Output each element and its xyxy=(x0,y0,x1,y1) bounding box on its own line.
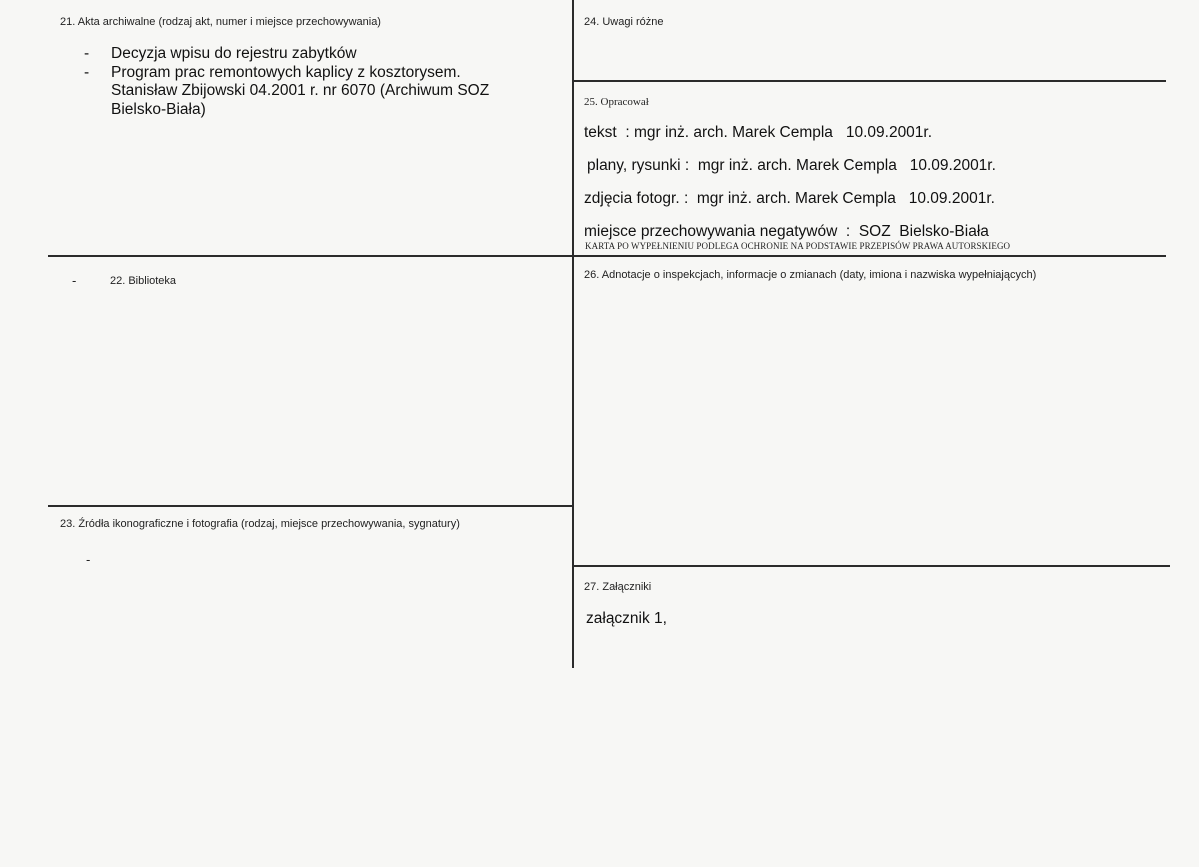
section-21-label: 21. Akta archiwalne (rodzaj akt, numer i miejsce przechowywania) xyxy=(60,16,381,28)
section-24-label: 24. Uwagi różne xyxy=(584,16,664,28)
list-item: Stanisław Zbijowski 04.2001 r. nr 6070 (Archiwum SOZ xyxy=(111,82,490,99)
negatives-storage-line: miejsce przechowywania negatywów : SOZ Bielsko-Biała xyxy=(584,223,989,240)
divider-21-22 xyxy=(48,255,572,257)
copyright-note: KARTA PO WYPEŁNIENIU PODLEGA OCHRONIE NA PODSTAWIE PRZEPISÓW PRAWA AUTORSKIEGO xyxy=(585,241,1011,251)
authorship-plans-line: plany, rysunki : mgr inż. arch. Marek Cempla 10.09.2001r. xyxy=(587,157,996,174)
section-23-label: 23. Źródła ikonograficzne i fotografia (rodzaj, miejsce przechowywania, sygnatury) xyxy=(60,518,460,530)
section-26-label: 26. Adnotacje o inspekcjach, informacje o zmianach (daty, imiona i nazwiska wypełniających) xyxy=(584,269,1037,281)
authorship-text-line: tekst : mgr inż. arch. Marek Cempla 10.09.2001r. xyxy=(584,124,933,141)
section-27-label: 27. Załączniki xyxy=(584,581,652,593)
divider-25-26 xyxy=(574,255,1166,257)
section-22-label: 22. Biblioteka xyxy=(110,275,177,287)
section-22-dash: - xyxy=(72,273,77,288)
attachments-value: załącznik 1, xyxy=(586,610,667,627)
vertical-divider xyxy=(572,0,574,668)
divider-22-23 xyxy=(48,505,572,507)
section-25-label: 25. Opracował xyxy=(584,96,649,108)
section-23-dash: - xyxy=(86,552,91,567)
list-item: - Decyzja wpisu do rejestru zabytków xyxy=(84,45,357,62)
divider-26-27 xyxy=(574,565,1170,567)
divider-24-25 xyxy=(574,80,1166,82)
list-item: - Program prac remontowych kaplicy z kosztorysem. xyxy=(84,63,461,81)
authorship-photos-line: zdjęcia fotogr. : mgr inż. arch. Marek Cempla 10.09.2001r. xyxy=(584,190,995,207)
section-21-list xyxy=(84,45,554,119)
list-item: Bielsko-Biała) xyxy=(111,100,206,118)
